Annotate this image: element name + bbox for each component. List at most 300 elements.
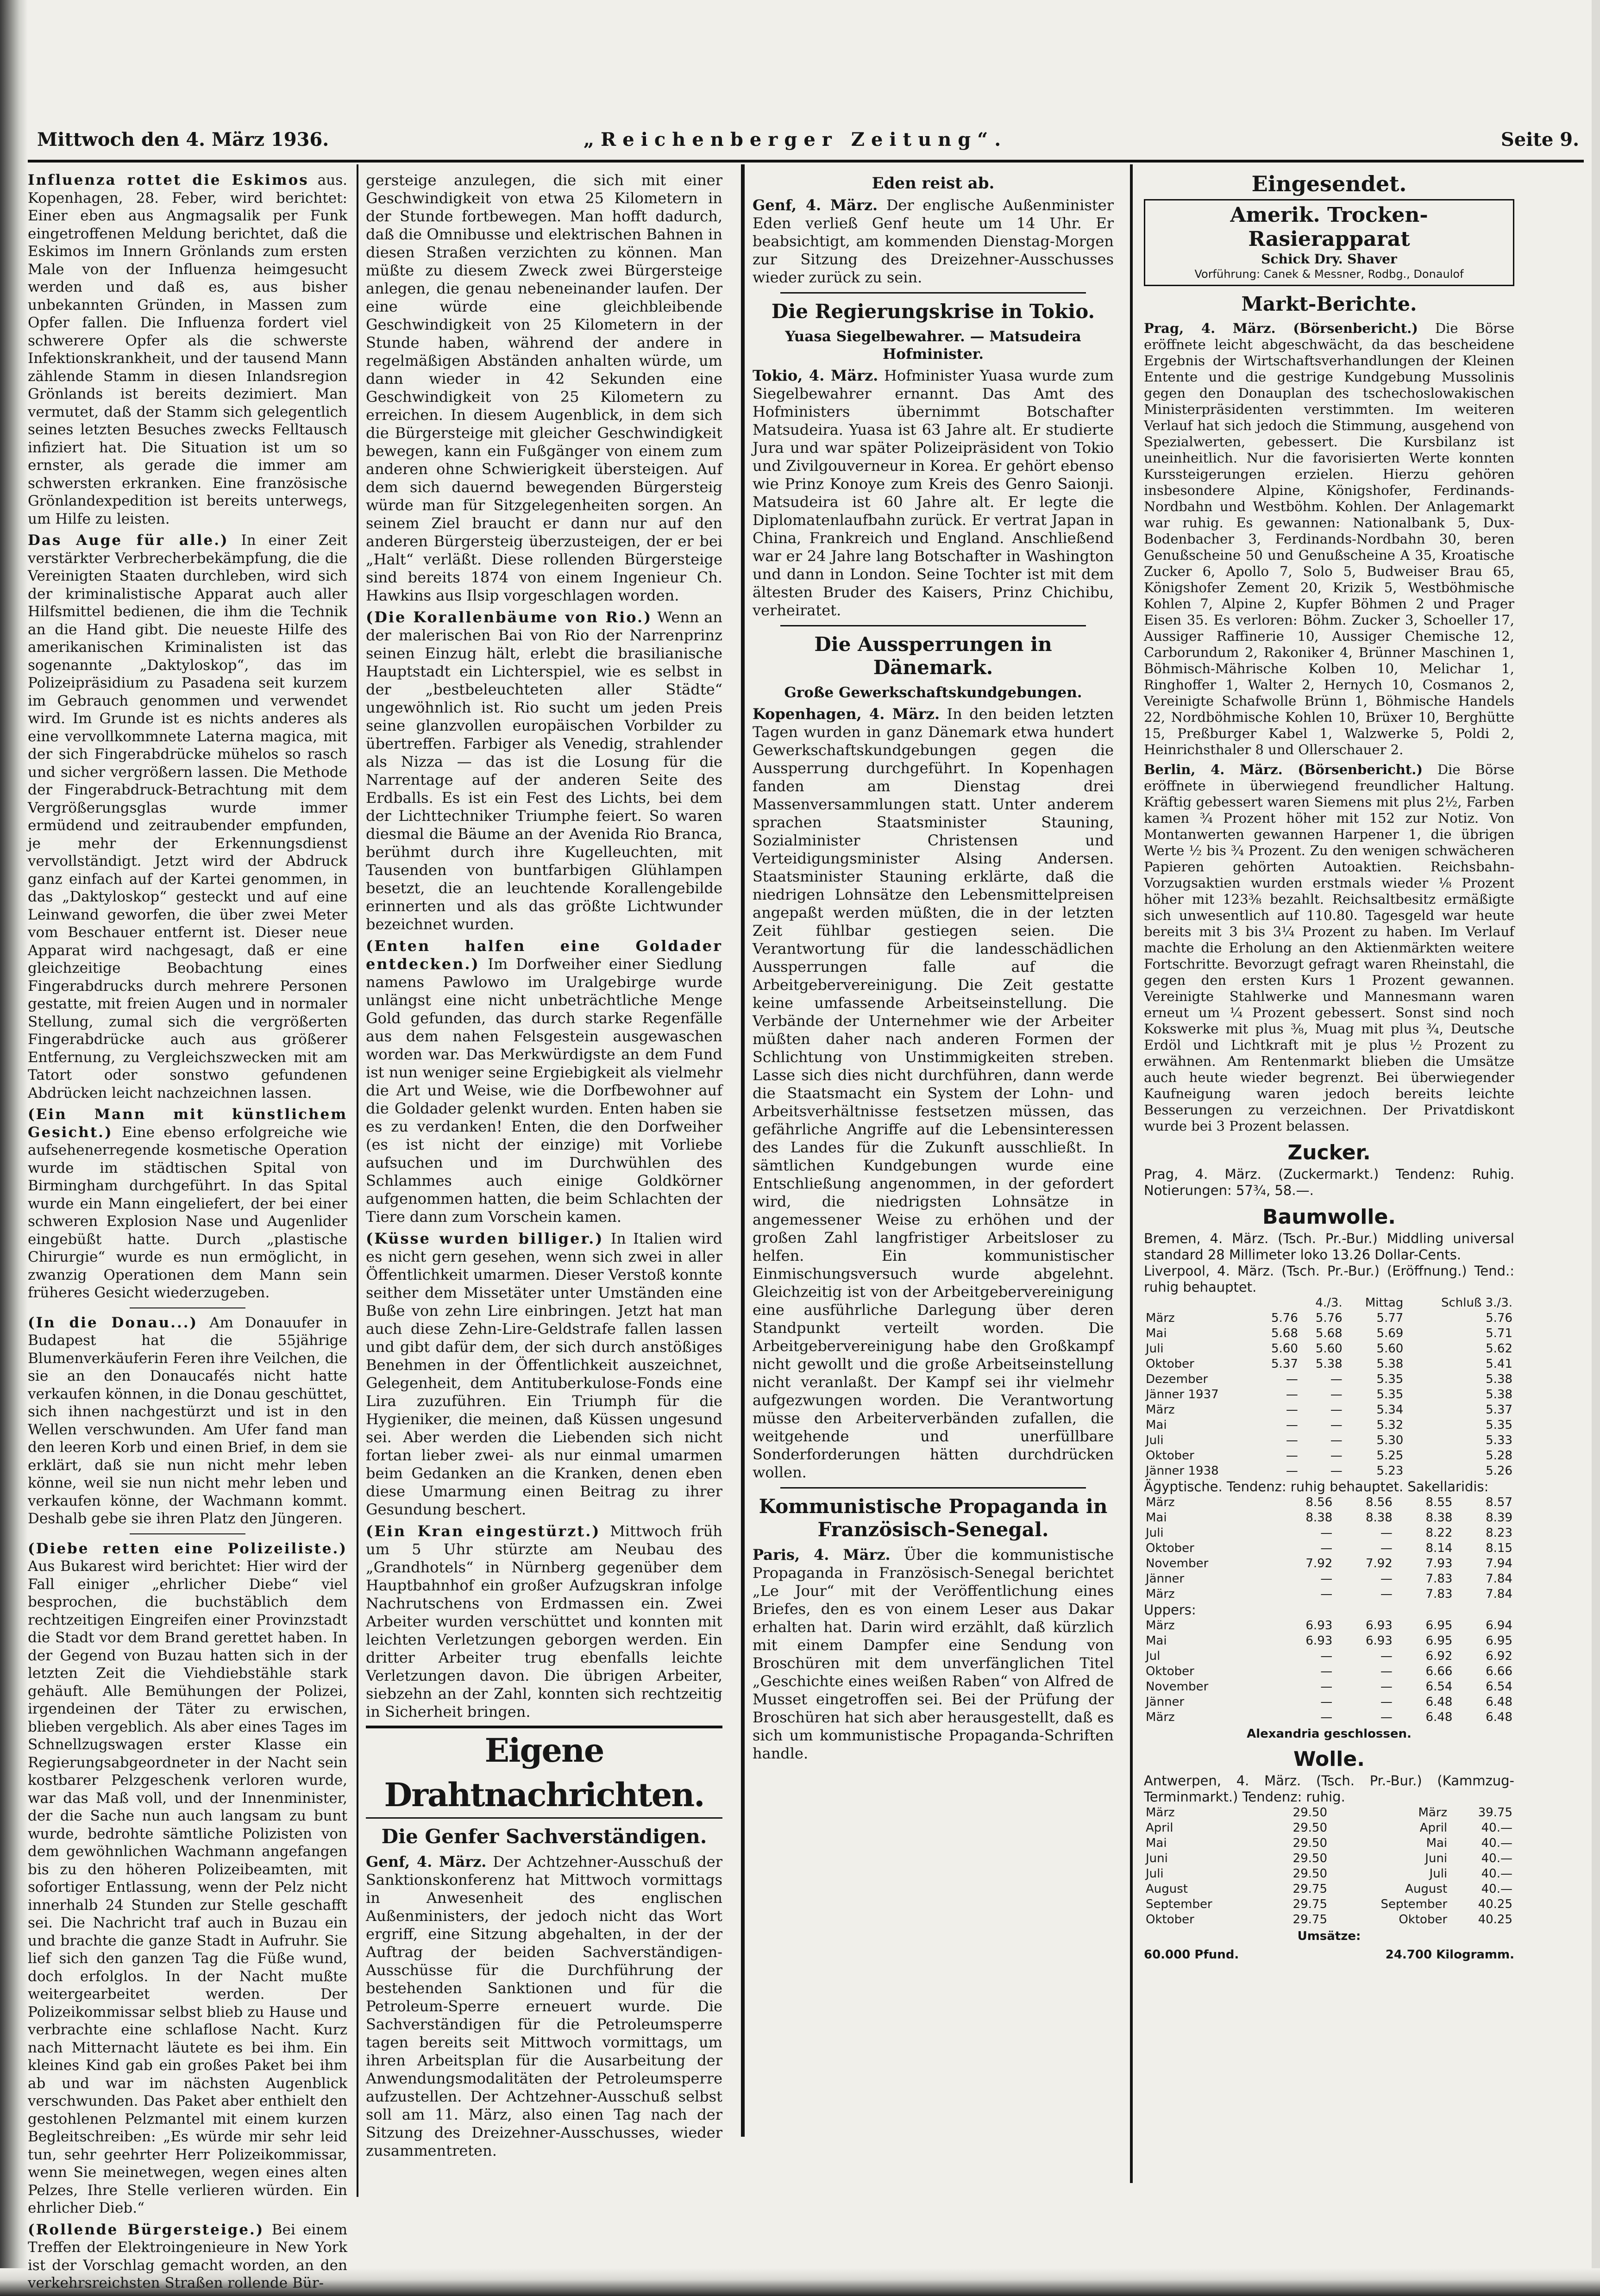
price-cell: — xyxy=(1380,1680,1393,1694)
price-cell: — xyxy=(1330,1449,1343,1463)
article-subtitle-tokio: Yuasa Siegelbewahrer. — Matsudeira Hofminister. xyxy=(785,328,1081,363)
price-cell: April xyxy=(1419,1821,1448,1835)
month-cell: November xyxy=(1146,1557,1209,1570)
month-cell: Oktober xyxy=(1146,1357,1194,1371)
price-cell: — xyxy=(1286,1433,1298,1447)
section-head-drahtnachrichten: Eigene Drahtnachrichten. xyxy=(366,1726,722,1819)
column-header: Schluß 3./3. xyxy=(1441,1296,1512,1310)
month-cell: September xyxy=(1146,1897,1212,1911)
table-row xyxy=(1144,1448,1514,1464)
scan-edge-right xyxy=(1592,0,1600,2296)
dateline: Prag, 4. März. (Börsenbericht.) xyxy=(1144,320,1418,336)
price-cell: 5.76 xyxy=(1486,1311,1512,1325)
table-row xyxy=(1144,1882,1514,1897)
price-cell: März xyxy=(1418,1806,1448,1820)
price-cell: 8.57 xyxy=(1486,1495,1512,1509)
report-bremen: Bremen, 4. März. (Tsch. Pr.-Bur.) Middling universal standard 28 Millimeter loko 13.26 Dollar-Cents. xyxy=(1144,1231,1514,1263)
month-cell: März xyxy=(1146,1710,1175,1724)
month-cell: Juli xyxy=(1146,1433,1164,1447)
price-cell: 6.48 xyxy=(1425,1710,1453,1724)
price-cell: 5.62 xyxy=(1486,1342,1512,1356)
month-cell: Oktober xyxy=(1146,1541,1194,1555)
price-cell: 40.— xyxy=(1481,1852,1512,1865)
price-cell: 5.38 xyxy=(1486,1372,1512,1386)
table-row xyxy=(1144,1357,1514,1372)
news-item-lead: (Ein Kran eingestürzt.) xyxy=(366,1522,601,1540)
month-cell: Jänner xyxy=(1146,1572,1185,1586)
news-item xyxy=(366,937,722,1226)
price-cell: 5.68 xyxy=(1271,1326,1298,1340)
price-cell: 7.92 xyxy=(1365,1557,1393,1570)
wolle-table xyxy=(1144,1805,1514,1927)
month-cell: März xyxy=(1146,1806,1175,1820)
table-row xyxy=(1144,1341,1514,1357)
article-senegal xyxy=(753,1546,1114,1763)
report-liverpool: Liverpool, 4. März. (Tsch. Pr.-Bur.) (Eröffnung.) Tend.: ruhig behauptet. xyxy=(1144,1263,1514,1295)
section-head-zucker: Zucker. xyxy=(1287,1141,1371,1164)
price-cell: 7.83 xyxy=(1425,1572,1453,1586)
article-title-genf: Die Genfer Sachverständigen. xyxy=(381,1825,707,1848)
separator xyxy=(780,1487,1086,1489)
price-cell: 5.33 xyxy=(1486,1433,1512,1447)
table-row xyxy=(1144,1679,1514,1695)
table-row xyxy=(1144,1897,1514,1912)
table-row xyxy=(1144,1541,1514,1556)
month-cell: Dezember xyxy=(1146,1372,1208,1386)
price-cell: 6.94 xyxy=(1486,1619,1512,1633)
month-cell: Oktober xyxy=(1146,1913,1194,1927)
news-item-lead: (Diebe retten eine Polizeiliste.) xyxy=(28,1540,347,1557)
price-cell: 40.— xyxy=(1481,1836,1512,1850)
column-header: Mittag xyxy=(1365,1296,1404,1310)
price-cell: 5.76 xyxy=(1271,1311,1298,1325)
article-title-eden: Eden reist ab. xyxy=(872,174,995,193)
table-row xyxy=(1144,1618,1514,1633)
table-row xyxy=(1144,1836,1514,1851)
article-body: Der englische Außenminister Eden verließ Genf heute um 14 Uhr. Er beabsichtigt, am kommenden Dienstag-Morgen zur Sitzung des Dreizehner-Ausschusses wieder zurück zu sein. xyxy=(753,196,1114,286)
price-cell: 40.— xyxy=(1481,1882,1512,1896)
news-item xyxy=(28,2221,347,2292)
page-header xyxy=(37,129,1579,161)
price-cell: 7.84 xyxy=(1486,1572,1512,1586)
column-header: 4./3. xyxy=(1315,1296,1343,1310)
table-row xyxy=(1144,1402,1514,1418)
price-cell: 29.50 xyxy=(1293,1821,1327,1835)
table-row xyxy=(1144,1326,1514,1341)
price-cell: 29.50 xyxy=(1293,1806,1327,1820)
liverpool-table xyxy=(1144,1295,1514,1479)
table-row xyxy=(1144,1311,1514,1326)
news-item xyxy=(366,608,722,933)
section-head-baumwolle: Baumwolle. xyxy=(1262,1205,1396,1229)
month-cell: August xyxy=(1146,1882,1188,1896)
table-row xyxy=(1144,1866,1514,1882)
price-cell: 6.95 xyxy=(1425,1619,1453,1633)
month-cell: Mai xyxy=(1146,1511,1167,1525)
news-item-body: Im Dorfweiher einer Siedlung namens Pawlowo im Uralgebirge wurde unlängst eine nicht unbeträchtliche Menge Gold gefunden, das durch starke Regenfälle aus dem nahen Felsgestein ausgewaschen worden war. Das Merkwürdigste an dem Fund ist nun weniger seine Ergiebigkeit als vielmehr die Art und Weise, wie die Dorfbewohner auf die Goldader gelenkt wurden. Enten haben sie es zu verdanken! Enten, die den Dorfweiher (es ist nicht der einzige) mit Vorliebe aufsuchen und im Durchwühlen des Schlammes auch einige Goldkörner aufgenommen hatten, die beim Schlachten der Tiere dann zum Vorschein kamen. xyxy=(366,955,722,1226)
report-body: Die Börse eröffnete leicht abgeschwächt, da das bescheidene Ergebnis der Wirtschaftsverhandlungen der Kleinen Entente und die gestrige Kundgebung Mussolinis gegen den Donauplan des tschechoslowakischen Ministerpräsidenten verstimmten. Im weiteren Verlauf hat sich jedoch die Stimmung, ausgehend von Spezialwerten, gebessert. Die Kursbilanz ist uneinheitlich. Nur die favorisierten Werte konnten Kurssteigerungen erzielen. Hierzu gehören insbesondere Alpine, Königshofer, Ferdinands-Nordbahn und Westböhm. Kohlen. Der Anlagemarkt war ruhig. Es gewannen: Nationalbank 5, Dux-Bodenbacher 3, Ferdinands-Nordbahn 30, beren Genußscheine 50 und Genußscheine A 35, Kroatische Zucker 6, Apollo 7, Solo 5, Budweiser Brau 65, Königshofer Zement 20, Krizik 5, Westböhmische Kohlen 7, Alpine 2, Kupfer Böhmen 2 und Prager Eisen 35. Es verloren: Böhm. Zucker 3, Schoeller 17, Aussiger Raffinerie 10, Aussiger Chemische 12, Carborundum 2, Rakoniker 4, Brünner Maschinen 1, Böhmisch-Mährische Kolben 10, Melichar 1, Ringhoffer 1, Walter 2, Hernych 10, Cosmanos 2, Vereinigte Schafwolle Brünn 1, Böhmische Handels 22, Nordböhmische Kohlen 10, Brüxer 10, Berghütte 15, Preßburger Kabel 1, Walzwerke 5, Poldi 2, Heinrichsthaler 8 und Ollerschauer 2. xyxy=(1144,320,1514,757)
price-cell: 5.69 xyxy=(1376,1326,1404,1340)
header-rule xyxy=(28,160,1584,163)
table-row xyxy=(1144,1495,1514,1510)
news-item-lead: (Die Korallenbäume von Rio.) xyxy=(366,608,653,626)
month-cell: Jänner 1938 xyxy=(1146,1464,1219,1478)
article-tokio xyxy=(753,367,1114,619)
table-row xyxy=(1144,1387,1514,1402)
price-cell: 8.38 xyxy=(1425,1511,1453,1525)
price-cell: 5.37 xyxy=(1486,1403,1512,1417)
price-cell: 5.34 xyxy=(1376,1403,1404,1417)
price-cell: 6.93 xyxy=(1305,1619,1333,1633)
newspaper-title: „Reichenberger Zeitung“. xyxy=(584,129,1008,150)
report-aegyptische: Ägyptische. Tendenz: ruhig behauptet. Sakellaridis: xyxy=(1144,1479,1489,1495)
news-item-body: gersteige anzulegen, die sich mit einer Geschwindigkeit von etwa 25 Kilometern in der Stunde fortbewegen. Man hofft dadurch, daß die Omnibusse und elektrischen Bahnen in diesen Straßen verzichten zu können. Man müßte zu diesem Zweck zwei Bürgersteige anlegen, die genau nebeneinander laufen. Der eine würde eine gleichbleibende Geschwindigkeit von 25 Kilometern in der Stunde haben, während der andere in regelmäßigen Abständen anhalten würde, um dann wieder in 42 Sekunden eine Geschwindigkeit von 25 Kilometern zu erreichen. In diesem Augenblick, in dem sich die Bürgersteige mit gleicher Geschwindigkeit bewegen, kann ein Fußgänger von einem zum anderen ohne Schwierigkeit übersteigen. Auf dem sich dauernd bewegenden Bürgersteig würde man für Sitzgelegenheiten sorgen. An seinem Ziel braucht er dann nur auf den anderen Bürgersteig überzusteigen, der er bei „Halt“ verläßt. Diese rollenden Bürgersteige sind bereits 1874 von einem Ingenieur Ch. Hawkins aus Ilsip vorgeschlagen worden. xyxy=(366,171,722,604)
uppers-rows xyxy=(1144,1618,1514,1725)
page-number: Seite 9. xyxy=(1500,129,1579,150)
price-cell: 7.84 xyxy=(1486,1587,1512,1601)
price-cell: — xyxy=(1380,1541,1393,1555)
separator xyxy=(780,292,1086,294)
month-cell: März xyxy=(1146,1587,1175,1601)
dateline: Genf, 4. März. xyxy=(753,196,878,214)
price-cell: 6.54 xyxy=(1486,1680,1512,1694)
umsaetze-label: Umsätze: xyxy=(1297,1929,1361,1943)
price-cell: 5.37 xyxy=(1271,1357,1298,1371)
table-row xyxy=(1144,1851,1514,1866)
price-cell: — xyxy=(1380,1710,1393,1724)
month-cell: Juli xyxy=(1146,1867,1164,1881)
article-body: Hofminister Yuasa wurde zum Siegelbewahrer ernannt. Das Amt des Hofministers übernimmt Botschafter Matsudeira. Yuasa ist 63 Jahre alt. Er studierte Jura und war später Polizeipräsident von Tokio und Zivilgouverneur in Korea. Er gehört ebenso wie Prinz Konoye zum Kreis des Genro Saionji. Matsudeira ist 60 Jahre alt. Er legte die Diplomatenlaufbahn zurück. Er vertrat Japan in China, Frankreich und England. Anschließend war er 24 Jahre lang Botschafter in Washington und dann in London. Seine Tochter ist mit dem ältesten Bruder des Kaisers, Prinz Chichibu, verheiratet. xyxy=(753,367,1114,619)
table-row xyxy=(1144,1649,1514,1664)
news-item xyxy=(366,1522,722,1721)
sakellaridis-rows xyxy=(1144,1495,1514,1602)
news-item-body: Am Donauufer in Budapest hat die 55jährige Blumenverkäuferin Feren ihre Veilchen, die sie an den Donaucafés nicht hatte verkaufen können, in die Donau geschüttet, sich ihnen nachgestürzt und ist in den Wellen verschwunden. Am Ufer fand man den leeren Korb und einen Brief, in dem sie erklärt, daß sie nun nicht mehr leben könne, weil sie nun nicht mehr leben und verkaufen könne, der Wachmann kommt. Deshalb gebe sie ihren Platz den Jüngeren. xyxy=(28,1314,347,1527)
ad-product-subtitle: Schick Dry. Shaver xyxy=(1261,251,1397,267)
report-uppers: Uppers: xyxy=(1144,1602,1196,1618)
column-2-articles xyxy=(366,171,722,1721)
alexandria-note: Alexandria geschlossen. xyxy=(1247,1727,1412,1741)
price-cell: 29.75 xyxy=(1293,1913,1327,1927)
news-item-body: Aus Bukarest wird berichtet: Hier wird der Fall einiger „ehrlicher Diebe“ viel besprochen, die buchstäblich dem rechtzeitigen Eingreifen einer Provinzstadt die Stadt vor dem Brand gerettet haben. In der Gegend von Buzau hatten sich in der letzten Zeit die Viehdiebstähle stark gehäuft. Alle Bemühungen der Polizei, irgendeinen der Täter zu erwischen, blieben vergeblich. Als aber eines Tages im Schnellzugswagen erster Klasse ein Regierungsabgeordneter in der Nacht sein kostbarer Pelzgeschenk verloren wurde, war das Maß voll, und der Innenminister, der die Sache nun auch langsam zu bunt wurde, bedrohte sämtliche Polizisten von dem gewöhnlichen Wachmann angefangen bis zu den höheren Polizeibeamten, mit sofortiger Entlassung, wenn der Pelz nicht innerhalb 24 Stunden zur Stelle geschafft sei. Die Nachricht traf auch in Buzau ein und brachte die ganze Stadt in Aufruhr. Sie lief sich den ganzen Tag die Füße wund, doch erfolglos. In der Nacht mußte weitergearbeitet werden. Der Polizeikommissar selbst blieb zu Hause und verbrachte eine schlaflose Nacht. Kurz nach Mitternacht läutete es bei ihm. Ein kleines Kind gab ein großes Paket bei ihm ab und war im nächsten Augenblick verschwunden. Das Paket aber enthielt den gestohlenen Pelzmantel mit einem kurzen Begleitschreiben: „Es würde mir sehr leid tun, sehr geehrter Herr Polizeikommissar, wenn Sie meinetwegen, wegen eines alten Pelzes, Ihre Stelle verlieren würden. Ein ehrlicher Dieb.“ xyxy=(28,1558,347,2216)
price-cell: 29.50 xyxy=(1293,1836,1327,1850)
price-cell: — xyxy=(1320,1649,1333,1663)
price-cell: — xyxy=(1320,1572,1333,1586)
article-title-daenemark: Die Aussperrungen in Dänemark. xyxy=(814,633,1052,679)
price-cell: 6.92 xyxy=(1425,1649,1453,1663)
dateline: Genf, 4. März. xyxy=(366,1853,487,1871)
ad-product-name: Amerik. Trocken-Rasierapparat xyxy=(1230,203,1428,251)
price-cell: 40.— xyxy=(1481,1867,1512,1881)
dateline: Kopenhagen, 4. März. xyxy=(753,705,940,723)
price-cell: — xyxy=(1330,1372,1343,1386)
price-cell: 7.83 xyxy=(1425,1587,1453,1601)
price-cell: 6.92 xyxy=(1486,1649,1512,1663)
price-cell: — xyxy=(1380,1572,1393,1586)
price-cell: — xyxy=(1320,1680,1333,1694)
report-body: Die Börse eröffnete in überwiegend freundlicher Haltung. Kräftig gebessert waren Siemens mit plus 2½, Farben kamen ¾ Prozent höher mit 152 zur Notiz. Von Montanwerten gewannen Harpener 1, die übrigen Werte ½ bis ¾ Prozent. Zu den wenigen schwächeren Papieren gehörten Autoaktien. Reichsbahn-Vorzugsaktien wurden erstmals wieder ⅛ Prozent höher mit 123⅜ bezahlt. Reichsaltbesitz ermäßigte sich unwesentlich auf 110.80. Tagesgeld war heute bereits mit 3 bis 3¼ Prozent zu haben. Im Verlauf machte die Erholung an den Aktienmärkten weitere Fortschritte. Bevorzugt gefragt waren Rheinstahl, die gegen den ersten Kurs 1 Prozent gewannen. Vereinigte Stahlwerke und Mannesmann waren erneut um ¼ Prozent gebessert. Sonst sind noch Kokswerke mit plus ⅜, Muag mit plus ¾, Deutsche Erdöl und Lichtkraft mit je plus ½ Prozent zu erwähnen. Am Rentenmarkt blieben die Umsätze auch heute wieder begrenzt. Bei überwiegender Kaufneigung waren jedoch bereits leichte Besserungen zu verzeichnen. Der Privatdiskont wurde bei 3 Prozent belassen. xyxy=(1144,762,1514,1134)
table-row xyxy=(1144,1433,1514,1448)
price-cell: 29.50 xyxy=(1293,1867,1327,1881)
separator xyxy=(780,625,1086,626)
price-cell: — xyxy=(1320,1541,1333,1555)
price-cell: 8.22 xyxy=(1425,1526,1453,1540)
liverpool-rows xyxy=(1144,1311,1514,1479)
news-item-lead: (Küsse wurden billiger.) xyxy=(366,1230,604,1247)
month-cell: Jänner 1937 xyxy=(1146,1388,1219,1401)
price-cell: 5.41 xyxy=(1486,1357,1512,1371)
article-title-senegal: Kommunistische Propaganda in Französisch-Senegal. xyxy=(759,1495,1108,1541)
column-3 xyxy=(753,171,1114,2139)
price-cell: 6.95 xyxy=(1425,1634,1453,1648)
news-item xyxy=(28,1314,347,1528)
table-row xyxy=(1144,1372,1514,1387)
column-4 xyxy=(1144,171,1514,2185)
news-item-body: aus. Kopenhagen, 28. Feber, wird berichtet: Einer eben aus Angmagsalik per Funk eingetroffenen Meldung berichtet, daß die Eskimos im Innern Grönlands zum ersten Male von der Influenza heimgesucht werden und daß es, aus bisher unbekannten Gründen, in Massen zum Opfer fallen. Die Influenza fordert viel schwerere Opfer als die schwerste Infektionskrankheit, und der tausend Mann zählende Stamm in diesen Inlandsregion Grönlands ist bereits dezimiert. Man vermutet, daß der Stamm sich gelegentlich seines letzten Besuches zwecks Felltausch infiziert hat. Die Situation ist um so ernster, als gerade die immer am schwersten erkranken. Eine französische Grönlandexpedition ist bereits unterwegs, um Hilfe zu leisten. xyxy=(28,172,347,527)
month-cell: Juli xyxy=(1146,1526,1164,1540)
price-cell: 6.66 xyxy=(1425,1664,1453,1678)
news-item-body: Eine ebenso erfolgreiche wie aufsehenerregende kosmetische Operation wurde im städtischen Spital von Birmingham durchgeführt. In das Spital wurde ein Mann eingeliefert, der bei einer schweren Explosion Nase und Augenlider eingebüßt hatte. Durch „plastische Chirurgie“ wurde es nun ermöglicht, in zwanzig Operationen dem Mann sein früheres Gesicht wiederzugeben. xyxy=(28,1124,347,1301)
ad-demo-line: Vorführung: Canek & Messner, Rodbg., Donaulof xyxy=(1194,268,1464,281)
price-cell: 5.38 xyxy=(1486,1388,1512,1401)
month-cell: März xyxy=(1146,1311,1175,1325)
table-row xyxy=(1144,1805,1514,1821)
month-cell: Mai xyxy=(1146,1836,1167,1850)
article-body: Über die kommunistische Propaganda in Französisch-Senegal berichtet „Le Jour“ mit der Veröffentlichung eines Briefes, den es von einem Leser aus Dakar erhalten hat. Darin wird erzählt, daß kürzlich mit einem Dampfer eine Sendung von Broschüren mit dem unverfänglichen Titel „Geschichte eines weißen Raben“ von Alfred de Musset eingetroffen sei. Bei der Prüfung der Broschüren hat sich aber herausgestellt, daß es sich um kommunistische Propaganda-Schriften handle. xyxy=(753,1546,1114,1762)
price-cell: — xyxy=(1286,1418,1298,1432)
price-cell: 8.23 xyxy=(1486,1526,1512,1540)
price-cell: 5.71 xyxy=(1486,1326,1512,1340)
separator xyxy=(130,1533,245,1534)
price-cell: 5.76 xyxy=(1315,1311,1343,1325)
news-item-lead: (In die Donau...) xyxy=(28,1314,198,1331)
uppers-table xyxy=(1144,1618,1514,1725)
price-cell: 5.23 xyxy=(1376,1464,1404,1478)
table-header-row xyxy=(1144,1295,1514,1311)
table-row xyxy=(1144,1821,1514,1836)
price-cell: 29.50 xyxy=(1293,1852,1327,1865)
report-zucker: Prag, 4. März. (Zuckermarkt.) Tendenz: Ruhig. Notierungen: 57¾, 58.—. xyxy=(1144,1166,1514,1198)
news-item-lead: (Ein Mann mit künstlichem Gesicht.) xyxy=(28,1106,347,1141)
price-cell: Juni xyxy=(1425,1852,1448,1865)
article-genf xyxy=(366,1853,722,2160)
price-cell: 6.93 xyxy=(1365,1634,1393,1648)
month-cell: Oktober xyxy=(1146,1664,1194,1678)
news-item-body: In Italien wird es nicht gern gesehen, wenn sich zwei in aller Öffentlichkeit umarmen. Dieser Verstoß konnte seither dem Missetäter unter Umständen eine Buße von zehn Lire einbringen. Jetzt hat man auch diese Zehn-Lire-Geldstrafe fallen lassen und gibt dafür dem, der sich durch anstößiges Benehmen in der Öffentlichkeit auszeichnet, Gelegenheit, dem Antituberkulose-Fonds eine Lira zuzuführen. Ein Triumph für die Hygieniker, die meinen, daß Küssen ungesund sei. Aber werden die Liebenden sich nicht fortan lieber zwei- als nur einmal umarmen beim Gedanken an die Kranken, denen eben diese Umarmung einen Beitrag zu ihrer Gesundung beschert. xyxy=(366,1230,723,1518)
umsaetze-totals xyxy=(1144,1948,1514,1962)
price-cell: — xyxy=(1286,1403,1298,1417)
news-item xyxy=(28,171,347,528)
price-cell: — xyxy=(1380,1695,1393,1709)
news-item-body: Mittwoch früh um 5 Uhr stürzte am Neubau des „Grandhotels“ in Nürnberg gegenüber dem Hauptbahnhof ein großer Aufzugskran infolge Nachrutschens von Erdmassen ein. Zwei Arbeiter wurden verschüttet und konnten mit leichten Verletzungen geborgen werden. Ein dritter Arbeiter trug ebenfalls leichte Verletzungen davon. Die übrigen Arbeiter, siebzehn an der Zahl, konnten sich rechtzeitig in Sicherheit bringen. xyxy=(366,1522,722,1720)
column-rule-3 xyxy=(1130,164,1133,2183)
month-cell: Jänner xyxy=(1146,1695,1185,1709)
article-body: Der Achtzehner-Ausschuß der Sanktionskonferenz hat Mittwoch vormittags in Anwesenheit des englischen Außenministers, der jedoch nicht das Wort ergriff, eine Sitzung abgehalten, in der der Auftrag der beiden Sachverständigen-Ausschüsse für die Durchführung der bestehenden Sanktionen und für die Petroleum-Sperre erneuert wurde. Die Sachverständigen für die Petroleumsperre tagen bereits seit Mittwoch vormittags, um ihren Arbeitsplan für die Ausarbeitung der Anwendungsmodalitäten der Petroleumsperre aufzustellen. Der Achtzehner-Ausschuß selbst soll am 11. März, also einen Tag nach der Sitzung des Dreizehner-Ausschusses, wieder zusammentreten. xyxy=(366,1853,723,2159)
price-cell: 5.28 xyxy=(1486,1449,1512,1463)
price-cell: — xyxy=(1380,1587,1393,1601)
price-cell: 8.56 xyxy=(1365,1495,1393,1509)
section-head-wolle: Wolle. xyxy=(1293,1747,1365,1771)
price-cell: 6.48 xyxy=(1425,1695,1453,1709)
price-cell: 5.26 xyxy=(1486,1464,1512,1478)
article-eden xyxy=(753,196,1114,287)
price-cell: — xyxy=(1330,1403,1343,1417)
column-1-articles xyxy=(28,171,347,2292)
price-cell: 7.94 xyxy=(1486,1557,1512,1570)
price-cell: 7.92 xyxy=(1305,1557,1333,1570)
price-cell: 8.38 xyxy=(1305,1511,1333,1525)
price-cell: 6.93 xyxy=(1365,1619,1393,1633)
table-row xyxy=(1144,1912,1514,1927)
report-antwerpen: Antwerpen, 4. März. (Tsch. Pr.-Bur.) (Kammzug-Terminmarkt.) Tendenz: ruhig. xyxy=(1144,1773,1514,1805)
table-row xyxy=(1144,1710,1514,1725)
month-cell: März xyxy=(1146,1619,1175,1633)
price-cell: 40.— xyxy=(1481,1821,1512,1835)
table-row xyxy=(1144,1587,1514,1602)
news-item-body: Bei einem Treffen der Elektroingenieure in New York ist der Vorschlag gemacht worden, an den verkehrsreichsten Straßen rollende Bür- xyxy=(28,2221,347,2291)
month-cell: Oktober xyxy=(1146,1449,1194,1463)
dateline: Paris, 4. März. xyxy=(753,1546,891,1564)
month-cell: März xyxy=(1146,1403,1175,1417)
news-item-lead: Das Auge für alle.) xyxy=(28,532,229,549)
price-cell: 5.60 xyxy=(1271,1342,1298,1356)
table-row xyxy=(1144,1556,1514,1571)
price-cell: 5.68 xyxy=(1315,1326,1343,1340)
price-cell: September xyxy=(1380,1897,1448,1911)
news-item xyxy=(28,1106,347,1302)
dateline: Tokio, 4. März. xyxy=(753,367,878,384)
dateline: Berlin, 4. März. (Börsenbericht.) xyxy=(1144,762,1423,777)
section-head-marktberichte: Markt-Berichte. xyxy=(1241,293,1417,315)
news-item xyxy=(366,171,722,605)
price-cell: — xyxy=(1380,1664,1393,1678)
news-item-lead: (Enten halfen eine Goldader entdecken.) xyxy=(366,937,722,973)
price-cell: 5.77 xyxy=(1376,1311,1404,1325)
price-cell: 39.75 xyxy=(1478,1806,1512,1820)
price-cell: — xyxy=(1330,1418,1343,1432)
price-cell: 8.14 xyxy=(1425,1541,1453,1555)
umsaetze-left: 60.000 Pfund. xyxy=(1144,1948,1239,1962)
month-cell: Mai xyxy=(1146,1326,1167,1340)
price-cell: August xyxy=(1405,1882,1448,1896)
price-cell: — xyxy=(1320,1695,1333,1709)
price-cell: — xyxy=(1320,1710,1333,1724)
price-cell: — xyxy=(1286,1449,1298,1463)
price-cell: 8.56 xyxy=(1305,1495,1333,1509)
price-cell: 7.93 xyxy=(1425,1557,1453,1570)
table-row xyxy=(1144,1664,1514,1679)
column-header xyxy=(1144,1295,1255,1311)
price-cell: — xyxy=(1330,1388,1343,1401)
price-cell: 5.60 xyxy=(1315,1342,1343,1356)
price-cell: — xyxy=(1286,1388,1298,1401)
price-cell: Oktober xyxy=(1399,1913,1448,1927)
umsaetze-right: 24.700 Kilogramm. xyxy=(1385,1948,1514,1962)
price-cell: — xyxy=(1286,1464,1298,1478)
table-row xyxy=(1144,1464,1514,1479)
price-cell: 8.55 xyxy=(1425,1495,1453,1509)
price-cell: 5.25 xyxy=(1376,1449,1404,1463)
advertisement-box xyxy=(1144,199,1514,286)
price-cell: — xyxy=(1380,1649,1393,1663)
news-item xyxy=(28,532,347,1102)
price-cell: 6.54 xyxy=(1425,1680,1453,1694)
price-cell: Mai xyxy=(1426,1836,1448,1850)
section-head-eingesendet: Eingesendet. xyxy=(1251,171,1407,196)
month-cell: November xyxy=(1146,1680,1209,1694)
price-cell: — xyxy=(1286,1372,1298,1386)
price-cell: 5.38 xyxy=(1376,1357,1404,1371)
price-cell: 29.75 xyxy=(1293,1897,1327,1911)
month-cell: Mai xyxy=(1146,1634,1167,1648)
news-item-body: In einer Zeit verstärkter Verbrecherbekämpfung, die die Vereinigten Staaten durchleben, wird sich der kriminalistische Apparat auch aller Hilfsmittel bedienen, die ihm die Technik an die Hand gibt. Die neueste Hilfe des amerikanischen Kriminalisten ist das sogenannte „Daktyloskop“, das im Polizeipräsidium zu Pasadena seit kurzem im Gebrauch genommen und verwendet wird. Im Grunde ist es nichts anderes als eine vervollkommnete Laterna magica, mit der sich Fingerabdrücke mühelos so rasch und sicher vergrößern lassen. Die Methode der Fingerabdruck-Betrachtung mit dem Vergrößerungsglas wurde immer ermüdend und zeitraubender empfunden, je mehr der Erkennungsdienst vervollständigt. Jetzt wird der Abdruck ganz einfach auf der Kartei genommen, in das „Daktyloskop“ gesteckt und auf eine Leinwand geworfen, die über zwei Meter vom Beschauer entfernt ist. Dieser neue Apparat wird nachgesagt, daß er eine gleichzeitige Beobachtung eines Fingerabdrucks durch mehrere Personen gestatte, mit freien Augen und in normaler Stellung, zumal sich die vergrößerten Fingerabdrücke auch aus größerer Entfernung, zu Vergleichszwecken mit am Tatort oder sonstwo gefundenen Abdrücken leicht nachzeichnen lassen. xyxy=(28,532,347,1101)
article-body: In den beiden letzten Tagen wurden in ganz Dänemark etwa hundert Gewerkschaftskundgebungen gegen die Aussperrung durchgeführt. In Kopenhagen fanden am Dienstag drei Massenversammlungen statt. Unter anderem sprachen Staatsminister Stauning, Sozialminister Christensen und Verteidigungsminister Alsing Andersen. Staatsminister Stauning erklärte, daß die niedrigen Lohnsätze den Lebensmittelpreisen angepaßt werden müßten, die in der letzten Zeit fühlbar gestiegen seien. Die Verantwortung für die landesschädlichen Aussperrungen falle auf die Arbeitgebervereinigung. Die Zeit gestatte keine umfassende Arbeitseinstellung. Die Verbände der Unternehmer wie der Arbeiter müßten daher nach anderen Formen der Schlichtung von Unstimmigkeiten streben. Lasse sich dies nicht durchführen, dann werde die Staatsmacht ein System der Lohn- und Arbeitsverhältnisse festsetzen müssen, das gefährliche Angriffe auf die Lebensinteressen des Landes für die Zukunft ausschließt. In sämtlichen Kundgebungen wurde eine Entschließung angenommen, in der gefordert wird, die niedrigsten Lohnsätze in angemessener Weise zu erhöhen und der großen Zahl langfristiger Arbeitsloser zu helfen. Ein kommunistischer Einmischungsversuch wurde abgelehnt. Gleichzeitig ist von der Arbeitgebervereinigung eine ausführliche Darlegung über deren Standpunkt verteilt worden. Die Arbeitgebervereinigung habe den Großkampf nicht gewollt und die große Arbeitseinstellung nicht veranlaßt. Der Kampf sei ihr vielmehr aufgezwungen worden. Die Verantwortung müsse den Arbeiterverbänden zufallen, die weitgehende und unerfüllbare Sonderforderungen hätten durchdrücken wollen. xyxy=(753,705,1114,1481)
table-row xyxy=(1144,1695,1514,1710)
price-cell: 29.75 xyxy=(1293,1882,1327,1896)
price-cell: 5.35 xyxy=(1486,1418,1512,1432)
table-row xyxy=(1144,1633,1514,1649)
news-item-body: Wenn an der malerischen Bai von Rio der Narrenprinz seinen Einzug hält, erlebt die brasilianische Hauptstadt ein Lichterspiel, wie es selbst in der „bestbeleuchteten aller Städte“ ungewöhnlich ist. Rio sucht um jeden Preis seine glanzvollen europäischen Vorbilder zu übertreffen. Farbiger als Venedig, strahlender als Nizza — das ist die Losung für die Narrentage auf der anderen Seite des Erdballs. Es ist ein Fest des Lichts, bei dem der Lichttechniker Triumphe feiert. So waren diesmal die Bäume an der Avenida Rio Branca, berühmt durch ihre Kugelleuchten, mit Tausenden von buntfarbigen Glühlampen besetzt, die an leuchtende Korallengebilde erinnerten und als das größte Lichtwunder bezeichnet wurden. xyxy=(366,608,723,933)
header-date: Mittwoch den 4. März 1936. xyxy=(37,129,329,150)
price-cell: 8.15 xyxy=(1486,1541,1512,1555)
month-cell: Juli xyxy=(1146,1342,1164,1356)
price-cell: 5.32 xyxy=(1376,1418,1404,1432)
column-rule-2 xyxy=(741,164,745,2137)
month-cell: Jul xyxy=(1146,1649,1161,1663)
price-cell: — xyxy=(1330,1433,1343,1447)
price-cell: — xyxy=(1380,1526,1393,1540)
price-cell: Juli xyxy=(1429,1867,1448,1881)
price-cell: 6.93 xyxy=(1305,1634,1333,1648)
table-row xyxy=(1144,1526,1514,1541)
price-cell: 5.30 xyxy=(1376,1433,1404,1447)
price-cell: 40.25 xyxy=(1478,1913,1512,1927)
price-cell: 5.35 xyxy=(1376,1388,1404,1401)
price-cell: — xyxy=(1320,1526,1333,1540)
report-berlin xyxy=(1144,762,1514,1134)
price-cell: 6.48 xyxy=(1486,1695,1512,1709)
price-cell: 6.95 xyxy=(1486,1634,1512,1648)
column-2 xyxy=(366,171,722,2208)
scan-edge-left xyxy=(0,0,28,2296)
news-item-lead: (Rollende Bürgersteige.) xyxy=(28,2221,264,2238)
price-cell: 8.39 xyxy=(1486,1511,1512,1525)
price-cell: 40.25 xyxy=(1478,1897,1512,1911)
price-cell: 5.35 xyxy=(1376,1372,1404,1386)
article-title-tokio: Die Regierungskrise in Tokio. xyxy=(771,300,1095,323)
article-subtitle-daenemark: Große Gewerkschaftskundgebungen. xyxy=(784,684,1082,701)
table-row xyxy=(1144,1571,1514,1587)
month-cell: Juni xyxy=(1146,1852,1168,1865)
price-cell: — xyxy=(1330,1464,1343,1478)
price-cell: 6.66 xyxy=(1486,1664,1512,1678)
price-cell: — xyxy=(1320,1587,1333,1601)
price-cell: 5.38 xyxy=(1315,1357,1343,1371)
month-cell: Mai xyxy=(1146,1418,1167,1432)
price-cell: — xyxy=(1320,1664,1333,1678)
table-row xyxy=(1144,1510,1514,1526)
column-1 xyxy=(28,171,347,2291)
month-cell: April xyxy=(1146,1821,1173,1835)
report-prag xyxy=(1144,320,1514,758)
wolle-rows xyxy=(1144,1805,1514,1927)
news-item-lead: Influenza rottet die Eskimos xyxy=(28,172,309,188)
news-item xyxy=(28,1540,347,2217)
article-daenemark xyxy=(753,705,1114,1482)
price-cell: 6.48 xyxy=(1486,1710,1512,1724)
month-cell: März xyxy=(1146,1495,1175,1509)
price-cell: 8.38 xyxy=(1365,1511,1393,1525)
news-item xyxy=(366,1230,722,1519)
